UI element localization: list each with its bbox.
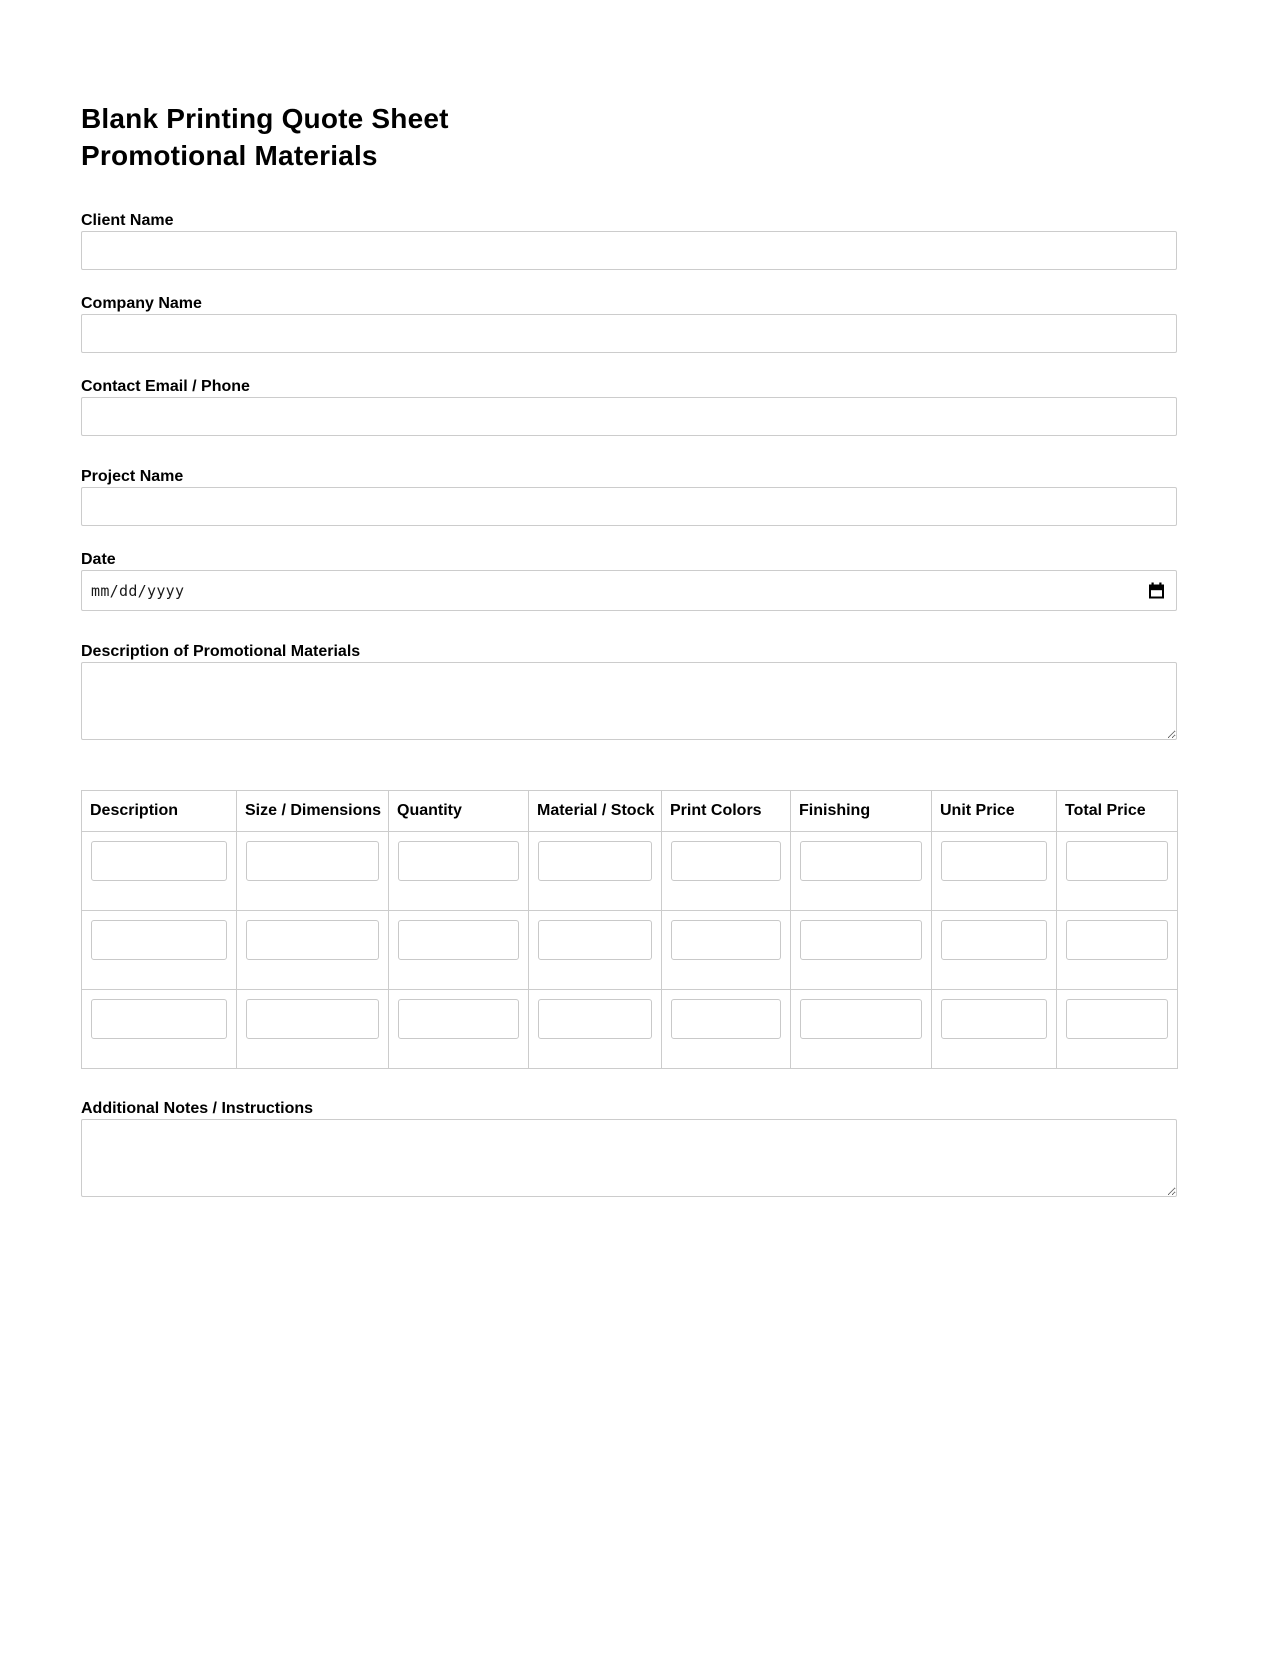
cell-material-stock-row-2	[529, 911, 662, 990]
cell-material-stock-row-1	[529, 832, 662, 911]
item-3-size-dimensions-input[interactable]	[246, 999, 379, 1039]
page-title-line2: Promotional Materials	[81, 140, 378, 171]
item-3-description-input[interactable]	[91, 999, 227, 1039]
item-1-total-price-input[interactable]	[1066, 841, 1168, 881]
field-project-name	[81, 468, 1177, 526]
cell-quantity-row-2	[389, 911, 529, 990]
item-2-print-colors-input[interactable]	[671, 920, 781, 960]
company-name-label: Company Name	[81, 295, 202, 312]
item-3-unit-price-input[interactable]	[941, 999, 1047, 1039]
cell-finishing-row-2	[791, 911, 932, 990]
item-row-1	[82, 832, 1178, 911]
cell-size-dimensions-row-1	[237, 832, 389, 911]
item-2-finishing-input[interactable]	[800, 920, 922, 960]
cell-print-colors-row-2	[662, 911, 791, 990]
cell-finishing-row-1	[791, 832, 932, 911]
project-name-input[interactable]	[81, 487, 1177, 526]
column-header-description: Description	[82, 791, 237, 832]
project-name-label: Project Name	[81, 468, 184, 485]
item-row-2	[82, 911, 1178, 990]
field-notes	[81, 1100, 1177, 1197]
column-header-size-dimensions: Size / Dimensions	[237, 791, 389, 832]
company-name-input[interactable]	[81, 314, 1177, 353]
cell-description-row-2	[82, 911, 237, 990]
contact-input[interactable]	[81, 397, 1177, 436]
items-table-body	[82, 832, 1178, 1069]
description-label: Description of Promotional Materials	[81, 643, 361, 660]
column-header-total-price: Total Price	[1057, 791, 1178, 832]
cell-total-price-row-3	[1057, 990, 1178, 1069]
column-header-material-stock: Material / Stock	[529, 791, 662, 832]
client-name-label: Client Name	[81, 212, 174, 229]
cell-total-price-row-1	[1057, 832, 1178, 911]
cell-description-row-1	[82, 832, 237, 911]
items-table	[81, 790, 1178, 1069]
cell-finishing-row-3	[791, 990, 932, 1069]
cell-quantity-row-1	[389, 832, 529, 911]
item-1-print-colors-input[interactable]	[671, 841, 781, 881]
item-3-quantity-input[interactable]	[398, 999, 519, 1039]
field-client-name	[81, 212, 1177, 270]
notes-label: Additional Notes / Instructions	[81, 1100, 314, 1117]
quote-sheet-page	[81, 100, 1177, 1542]
item-3-finishing-input[interactable]	[800, 999, 922, 1039]
date-input[interactable]	[81, 570, 1177, 611]
cell-size-dimensions-row-2	[237, 911, 389, 990]
item-2-size-dimensions-input[interactable]	[246, 920, 379, 960]
item-1-material-stock-input[interactable]	[538, 841, 652, 881]
page-title	[81, 100, 1177, 174]
column-header-finishing: Finishing	[791, 791, 932, 832]
cell-unit-price-row-2	[932, 911, 1057, 990]
item-2-quantity-input[interactable]	[398, 920, 519, 960]
column-header-unit-price: Unit Price	[932, 791, 1057, 832]
description-textarea[interactable]	[81, 662, 1177, 740]
date-label: Date	[81, 551, 116, 568]
calendar-icon[interactable]	[1147, 582, 1165, 600]
field-contact	[81, 378, 1177, 436]
item-1-description-input[interactable]	[91, 841, 227, 881]
item-1-size-dimensions-input[interactable]	[246, 841, 379, 881]
cell-print-colors-row-1	[662, 832, 791, 911]
cell-description-row-3	[82, 990, 237, 1069]
field-date	[81, 551, 1177, 611]
item-1-unit-price-input[interactable]	[941, 841, 1047, 881]
item-2-material-stock-input[interactable]	[538, 920, 652, 960]
field-company-name	[81, 295, 1177, 353]
item-1-finishing-input[interactable]	[800, 841, 922, 881]
cell-unit-price-row-3	[932, 990, 1057, 1069]
page-title-line1: Blank Printing Quote Sheet	[81, 103, 449, 134]
item-row-3	[82, 990, 1178, 1069]
cell-quantity-row-3	[389, 990, 529, 1069]
field-description	[81, 643, 1177, 740]
cell-unit-price-row-1	[932, 832, 1057, 911]
item-3-material-stock-input[interactable]	[538, 999, 652, 1039]
column-header-print-colors: Print Colors	[662, 791, 791, 832]
item-2-unit-price-input[interactable]	[941, 920, 1047, 960]
contact-label: Contact Email / Phone	[81, 378, 250, 395]
item-2-total-price-input[interactable]	[1066, 920, 1168, 960]
cell-material-stock-row-3	[529, 990, 662, 1069]
cell-total-price-row-2	[1057, 911, 1178, 990]
item-3-total-price-input[interactable]	[1066, 999, 1168, 1039]
date-input-wrapper	[81, 570, 1177, 611]
notes-textarea[interactable]	[81, 1119, 1177, 1197]
items-table-header-row	[82, 791, 1178, 832]
item-2-description-input[interactable]	[91, 920, 227, 960]
cell-size-dimensions-row-3	[237, 990, 389, 1069]
column-header-quantity: Quantity	[389, 791, 529, 832]
item-3-print-colors-input[interactable]	[671, 999, 781, 1039]
item-1-quantity-input[interactable]	[398, 841, 519, 881]
client-name-input[interactable]	[81, 231, 1177, 270]
cell-print-colors-row-3	[662, 990, 791, 1069]
